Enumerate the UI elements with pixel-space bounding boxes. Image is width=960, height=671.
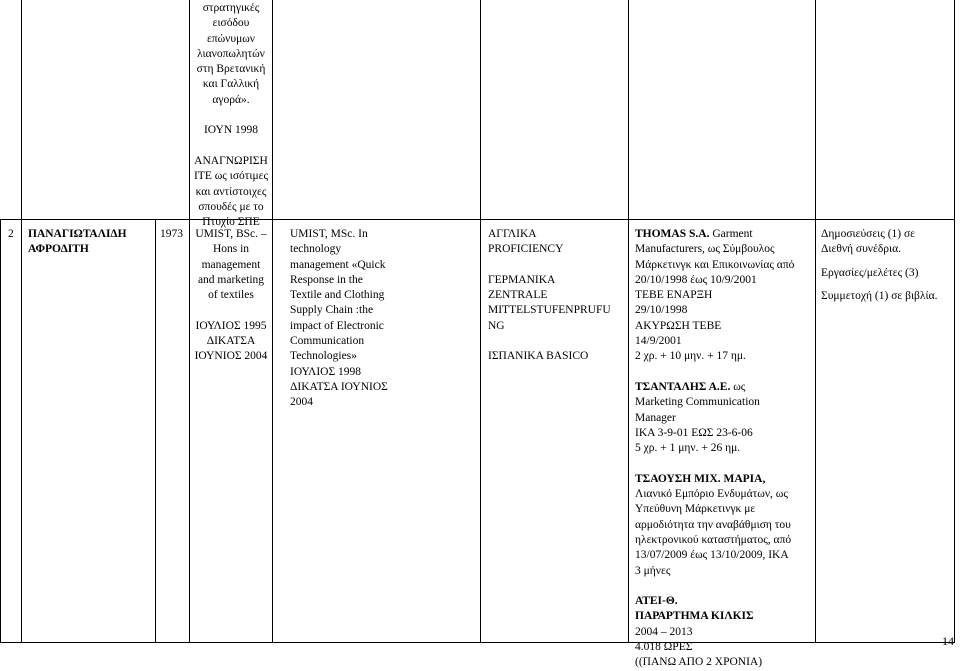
- master-line: management «Quick: [290, 258, 386, 271]
- experience-line: ΙΚΑ 3-9-01 ΕΩΣ 23-6-06: [635, 426, 753, 439]
- language-line: ΙΣΠΑΝΙΚΑ BASICO: [488, 350, 589, 363]
- experience-line: Λιανικό Εμπόριο Ενδυμάτων, ως: [635, 488, 788, 501]
- experience-line: Marketing Communication: [635, 396, 760, 409]
- master-line: ΔΙΚΑΤΣΑ ΙΟΥΝΙΟΣ: [290, 380, 388, 393]
- tsantalis-tail: ως: [730, 380, 746, 393]
- bachelor-line: management: [201, 258, 261, 271]
- experience-line: ΑΚΥΡΩΣΗ ΤΕΒΕ: [635, 319, 722, 332]
- bachelor-date: ΙΟΥΛΙΟΣ 1995: [195, 319, 267, 332]
- top-line: Πτυχίο ΣΠΕ: [202, 216, 260, 229]
- publication-line: Δημοσιεύσεις (1) σε: [821, 228, 916, 240]
- master-line: Supply Chain :the: [290, 304, 374, 317]
- grid-line: [815, 0, 816, 642]
- name-line: ΠΑΝΑΓΙΩΤΑΛΙΔΗ: [28, 228, 127, 240]
- master-line: Technologies»: [290, 350, 357, 363]
- top-line: λιανοπωλητών: [197, 47, 265, 60]
- top-line: ΙΤΕ ως ισότιμες: [193, 170, 269, 183]
- grid-line: [272, 0, 273, 642]
- bachelor-date: ΔΙΚΑΤΣΑ: [206, 335, 256, 348]
- top-line: αγορά».: [212, 93, 250, 106]
- master-line: impact of Electronic: [290, 319, 384, 332]
- top-line: εισόδου: [212, 17, 250, 30]
- bachelor-line: and marketing: [197, 273, 265, 286]
- bachelor-line: of textiles: [208, 289, 254, 302]
- master-line: technology: [290, 243, 342, 256]
- bachelor-line: Hons in: [212, 243, 250, 256]
- atei-title: ΑΤΕΙ-Θ.: [635, 595, 678, 608]
- work-experience: [635, 227, 815, 671]
- row-divider: [0, 219, 955, 220]
- top-continuation-cell: [190, 1, 272, 230]
- experience-line: Μάρκετινγκ και Επικοινωνίας από: [635, 258, 795, 271]
- master-line: Response in the: [290, 273, 363, 286]
- grid-line: [480, 0, 481, 642]
- experience-line: 29/10/1998: [635, 304, 688, 317]
- publications: [821, 227, 955, 304]
- tsaousi-title: ΤΣΑΟΥΣΗ ΜΙΧ. ΜΑΡΙΑ,: [635, 472, 766, 485]
- name-line: ΑΦΡΟΔΙΤΗ: [28, 243, 89, 256]
- experience-line: 13/07/2009 έως 13/10/2009, ΙΚΑ: [635, 549, 789, 562]
- experience-line: 4.018 ΩΡΕΣ: [635, 641, 693, 654]
- top-line: στη Βρετανική: [196, 63, 266, 76]
- top-line: στρατηγικές: [202, 2, 260, 14]
- master-line: ΙΟΥΛΙΟΣ 1998: [290, 365, 362, 378]
- languages: [488, 227, 628, 365]
- language-line: ΓΕΡΜΑΝΙΚΑ: [488, 273, 556, 286]
- language-line: ΑΓΓΛΙΚΑ: [488, 228, 537, 240]
- grid-line: [21, 0, 22, 219]
- master-line: 2004: [290, 396, 313, 409]
- top-line: ΑΝΑΓΝΩΡΙΣΗ: [194, 154, 268, 167]
- experience-line: Υπεύθυνη Μάρκετινγκ με: [635, 503, 756, 516]
- bachelor-line: UMIST, BSc. –: [195, 228, 267, 240]
- language-line: ZENTRALE: [488, 289, 548, 302]
- language-line: PROFICIENCY: [488, 243, 564, 256]
- atei-title: ΠΑΡΑΡΤΗΜΑ ΚΙΛΚΙΣ: [635, 610, 754, 623]
- top-date: ΙΟΥΝ 1998: [203, 124, 259, 137]
- top-line: και Γαλλική: [202, 78, 260, 91]
- publication-line: Συμμετοχή (1) σε βιβλία.: [821, 289, 938, 302]
- language-line: NG: [488, 319, 505, 332]
- publication-line: Διεθνή συνέδρια.: [821, 243, 901, 256]
- top-line: σπουδές με το: [198, 200, 264, 213]
- top-line: επώνυμων: [206, 32, 256, 45]
- experience-line: ηλεκτρονικού καταστήματος, από: [635, 533, 792, 546]
- master-line: UMIST, MSc. In: [290, 228, 368, 240]
- tsantalis-title: ΤΣΑΝΤΑΛΗΣ Α.Ε.: [635, 380, 731, 393]
- row-number: 2: [8, 228, 14, 240]
- bachelor-date: ΙΟΥΝΙΟΣ 2004: [194, 350, 268, 363]
- experience-line: 2 χρ. + 10 μην. + 17 ημ.: [635, 350, 746, 363]
- tsantalis-heading: [635, 380, 815, 395]
- grid-line: [21, 219, 22, 642]
- thomas-tail: Garment: [709, 228, 753, 240]
- experience-line: ΤΕΒΕ ΕΝΑΡΞΗ: [635, 289, 713, 302]
- page-number: 14: [942, 634, 954, 648]
- experience-line: ((ΠΑΝΩ ΑΠΟ 2 ΧΡΟΝΙΑ): [635, 656, 763, 669]
- language-line: MITTELSTUFENPRUFU: [488, 304, 611, 317]
- grid-line: [155, 219, 156, 642]
- birth-year: 1973: [160, 228, 183, 240]
- person-name: [28, 227, 154, 258]
- grid-line: [0, 219, 1, 643]
- publication-line: Εργασίες/μελέτες (3): [821, 266, 919, 279]
- top-line: και αντίστοιχες: [195, 185, 267, 198]
- thomas-title: THOMAS S.A.: [635, 228, 710, 240]
- experience-line: 20/10/1998 έως 10/9/2001: [635, 273, 757, 286]
- experience-line: 3 μήνες: [635, 564, 671, 577]
- grid-line: [628, 0, 629, 642]
- master-degree: [290, 227, 480, 411]
- experience-line: Manager: [635, 411, 676, 424]
- experience-line: 5 χρ. + 1 μην. + 26 ημ.: [635, 442, 741, 455]
- grid-line: [954, 0, 955, 642]
- master-line: Communication: [290, 335, 365, 348]
- experience-line: 14/9/2001: [635, 335, 682, 348]
- bachelor-degree: [190, 227, 272, 365]
- experience-line: Manufacturers, ως Σύμβουλος: [635, 243, 775, 256]
- thomas-heading: [635, 227, 815, 242]
- master-line: Textile and Clothing: [290, 289, 385, 302]
- experience-line: αρμοδιότητα την αναβάθμιση του: [635, 518, 791, 531]
- experience-line: 2004 – 2013: [635, 625, 693, 638]
